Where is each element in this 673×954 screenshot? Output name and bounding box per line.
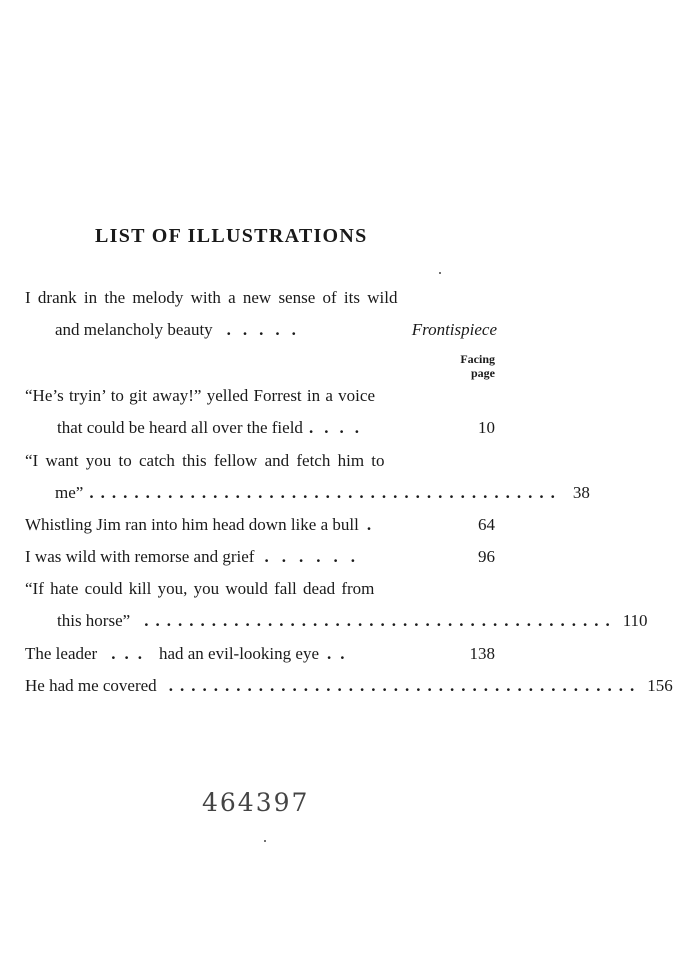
ink-speck (264, 840, 266, 842)
ink-speck (439, 272, 441, 274)
dot-leader: ...... (264, 547, 368, 566)
page-number: 64 (478, 515, 495, 534)
dot-leader: .......................................... (168, 676, 642, 695)
dot-leader: .... (308, 418, 370, 437)
illustration-entry-line (55, 483, 590, 503)
illustration-entry-line (25, 676, 673, 696)
page-number: Frontispiece (411, 320, 497, 339)
page-number: 10 (478, 418, 495, 437)
illustration-caption: “I want you to catch this fellow and fetch him to (25, 451, 385, 470)
page-number: 96 (478, 547, 495, 566)
page-number: 156 (647, 676, 673, 695)
illustration-caption: I drank in the melody with a new sense of its wild (25, 288, 398, 307)
facing-label: Facing (460, 352, 495, 366)
dot-leader: ..... (226, 320, 308, 339)
dot-leader: .......................................... (144, 611, 617, 630)
illustration-caption: He had me covered (25, 676, 157, 695)
dot-leader: . (366, 515, 379, 534)
dot-leader: .......................................... (89, 483, 562, 502)
illustration-caption: The leader (25, 644, 98, 663)
illustration-caption: I was wild with remorse and grief (25, 547, 255, 566)
page-number: 110 (622, 611, 648, 630)
page-label: page (471, 366, 495, 380)
illustration-entry-line (25, 547, 495, 567)
illustration-entry-line (25, 451, 495, 471)
page-title: LIST OF ILLUSTRATIONS (95, 225, 368, 247)
illustration-caption: that could be heard all over the field (57, 418, 303, 437)
illustration-caption: “He’s tryin’ to git away!” yelled Forrest in a voice (25, 386, 375, 405)
illustration-caption: had an evil-looking eye (158, 644, 319, 663)
library-stamp-number: 464397 (202, 788, 310, 817)
illustration-caption: me” (55, 483, 84, 502)
illustration-entry-line (55, 320, 497, 340)
page-number: 138 (469, 644, 495, 663)
illustration-entry-line (25, 288, 495, 308)
illustration-caption: this horse” (57, 611, 131, 630)
dot-leader: .. (326, 644, 354, 663)
illustration-entry-line (25, 644, 495, 664)
dot-leader: ... (111, 644, 151, 663)
page-number: 38 (572, 483, 590, 502)
illustration-caption: and melancholy beauty (55, 320, 213, 339)
illustration-entry-line (57, 611, 648, 631)
illustration-entry-line (25, 579, 495, 599)
illustration-caption: Whistling Jim ran into him head down like a bull (25, 515, 359, 534)
illustration-entry-line (25, 515, 495, 535)
illustration-entry-line (57, 418, 495, 438)
facing-page-label (440, 352, 495, 380)
illustration-caption: “If hate could kill you, you would fall dead from (25, 579, 375, 598)
illustration-entry-line (25, 386, 495, 406)
